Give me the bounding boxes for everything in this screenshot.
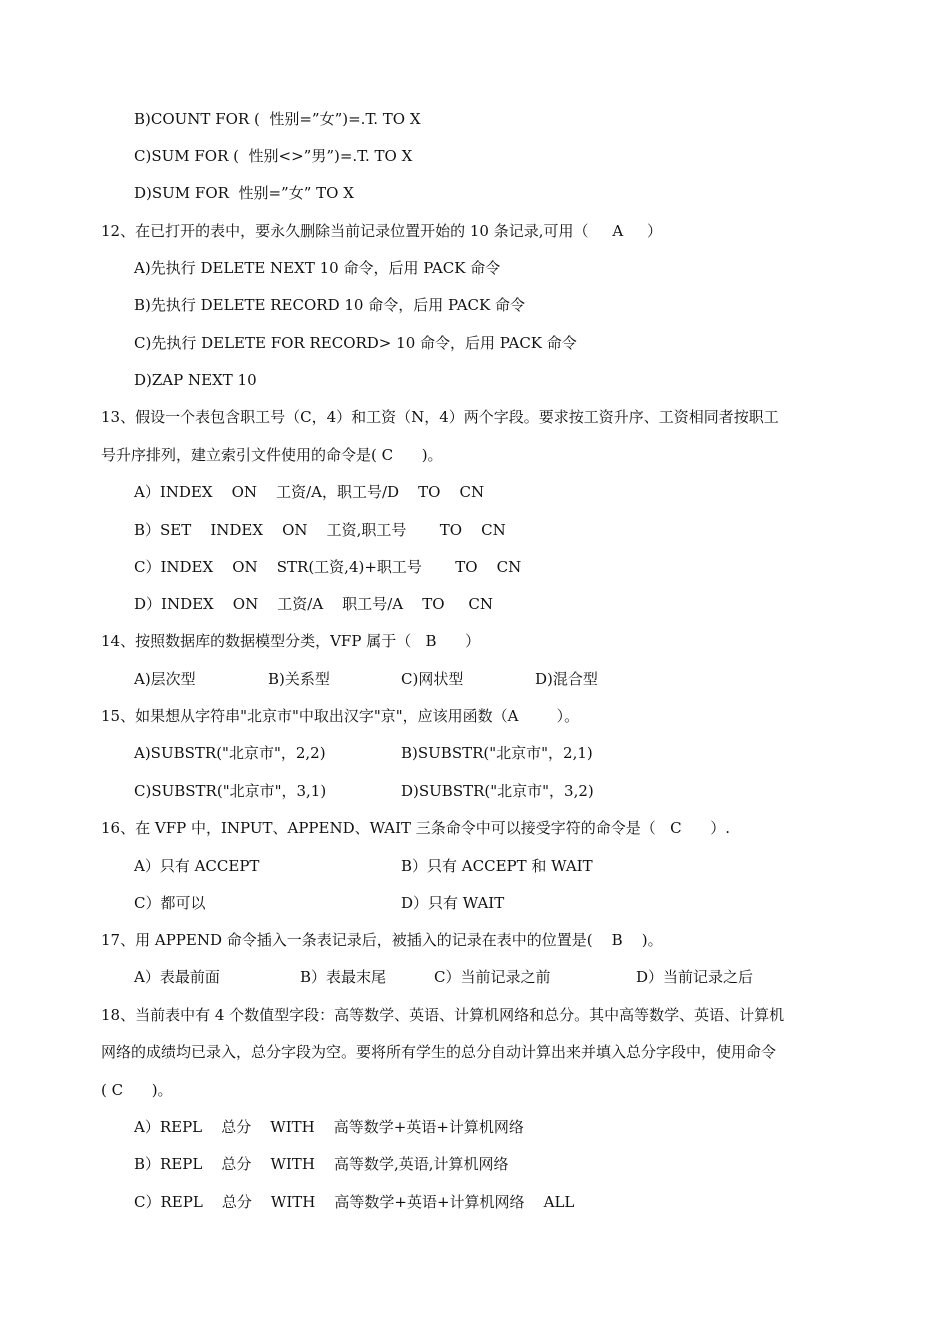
q16-stem: 16、在 VFP 中，INPUT、APPEND、WAIT 三条命令中可以接受字符的命令是（ C ）.: [101, 819, 730, 837]
q15-stem: 15、如果想从字符串"北京市"中取出汉字"京"，应该用函数（A ）。: [101, 707, 580, 725]
q11-option-d: D)SUM FOR 性别=”女” TO X: [134, 184, 354, 202]
q12-option-c: C)先执行 DELETE FOR RECORD> 10 命令，后用 PACK 命令: [134, 334, 577, 352]
q13-option-d: D）INDEX ON 工资/A 职工号/A TO CN: [134, 595, 493, 613]
q14-option-b: B)关系型: [268, 670, 330, 688]
q15-option-c: C)SUBSTR("北京市"，3,1): [134, 782, 327, 800]
q11-option-b: B)COUNT FOR ( 性别=”女”)=.T. TO X: [134, 110, 421, 128]
q13-stem-line1: 13、假设一个表包含职工号（C，4）和工资（N，4）两个字段。要求按工资升序、工资相同者按职工: [101, 408, 779, 426]
q16-option-c: C）都可以: [134, 894, 206, 912]
q18-stem-line3: ( C )。: [101, 1081, 173, 1099]
q12-option-a: A)先执行 DELETE NEXT 10 命令，后用 PACK 命令: [134, 259, 501, 277]
q15-option-d: D)SUBSTR("北京市"，3,2): [401, 782, 594, 800]
q17-option-d: D）当前记录之后: [636, 968, 754, 986]
q11-option-c: C)SUM FOR ( 性别<>”男”)=.T. TO X: [134, 147, 413, 165]
q14-option-a: A)层次型: [134, 670, 196, 688]
q18-option-b: B）REPL 总分 WITH 高等数学,英语,计算机网络: [134, 1155, 509, 1173]
q14-option-d: D)混合型: [535, 670, 598, 688]
q13-option-a: A）INDEX ON 工资/A，职工号/D TO CN: [134, 483, 485, 501]
q18-option-a: A）REPL 总分 WITH 高等数学+英语+计算机网络: [134, 1118, 524, 1136]
q13-option-b: B）SET INDEX ON 工资,职工号 TO CN: [134, 521, 506, 539]
q16-option-b: B）只有 ACCEPT 和 WAIT: [401, 857, 593, 875]
q15-option-b: B)SUBSTR("北京市"，2,1): [401, 744, 593, 762]
q18-option-c: C）REPL 总分 WITH 高等数学+英语+计算机网络 ALL: [134, 1193, 575, 1211]
q15-option-a: A)SUBSTR("北京市"，2,2): [134, 744, 326, 762]
q13-option-c: C）INDEX ON STR(工资,4)+职工号 TO CN: [134, 558, 522, 576]
q17-option-a: A）表最前面: [134, 968, 220, 986]
q16-option-a: A）只有 ACCEPT: [134, 857, 260, 875]
q14-option-c: C)网状型: [401, 670, 464, 688]
q12-option-d: D)ZAP NEXT 10: [134, 371, 257, 389]
q16-option-d: D）只有 WAIT: [401, 894, 505, 912]
q18-stem-line1: 18、当前表中有 4 个数值型字段：高等数学、英语、计算机网络和总分。其中高等数学、英语、计算机: [101, 1006, 785, 1024]
q18-stem-line2: 网络的成绩均已录入，总分字段为空。要将所有学生的总分自动计算出来并填入总分字段中，使用命令: [101, 1043, 777, 1061]
q12-option-b: B)先执行 DELETE RECORD 10 命令，后用 PACK 命令: [134, 296, 525, 314]
q17-option-c: C）当前记录之前: [434, 968, 551, 986]
q14-stem: 14、按照数据库的数据模型分类，VFP 属于（ B ）: [101, 632, 481, 650]
q17-option-b: B）表最末尾: [300, 968, 387, 986]
q12-stem: 12、在已打开的表中，要永久删除当前记录位置开始的 10 条记录,可用（ A ）: [101, 222, 662, 240]
q17-stem: 17、用 APPEND 命令插入一条表记录后，被插入的记录在表中的位置是( B )。: [101, 931, 663, 949]
q13-stem-line2: 号升序排列，建立索引文件使用的命令是( C )。: [101, 446, 443, 464]
